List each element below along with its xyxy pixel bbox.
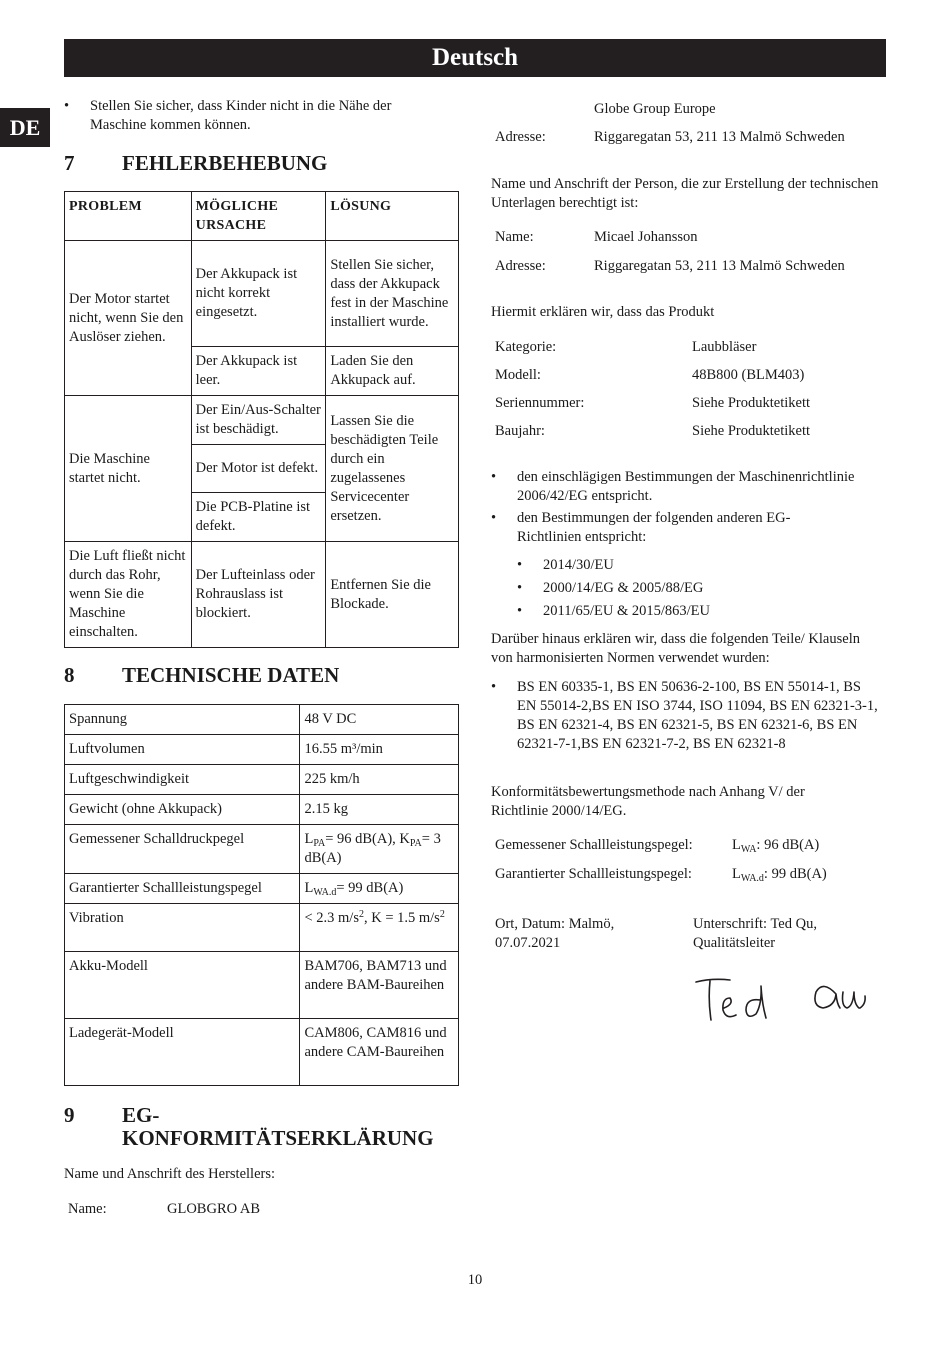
bullet-dot: • (491, 679, 497, 695)
conformity-method: Konformitätsbewertungsmethode nach Anhang V/ der Richtlinie 2000/14/EG. (491, 784, 805, 819)
spec-label: Gemessener Schalldruckpegel (65, 825, 300, 874)
manufacturer-address-row (495, 128, 885, 148)
measured-sound-row (495, 836, 885, 858)
table-row (65, 735, 459, 765)
techdoc-name-row (495, 228, 885, 248)
table-row (65, 825, 459, 874)
spec-label: Luftvolumen (65, 735, 300, 765)
norms-intro: Darüber hinaus erklären wir, dass die folgenden Teile/ Klauseln von harmonisierten Normen verwendet wurden: (491, 631, 860, 666)
table-row (65, 904, 459, 952)
language-tab: DE (0, 108, 50, 147)
bullet-dot: • (64, 98, 70, 114)
spec-value: $L_{PA}= 96$ dB(A), $K_{PA}= 3$ dB(A) (300, 825, 459, 874)
value: Siehe Produktetikett (692, 395, 810, 411)
cell-problem: Die Maschine startet nicht. (65, 396, 192, 542)
cell-cause: Der Lufteinlass oder Rohrauslass ist blockiert. (191, 542, 326, 648)
table-row (65, 795, 459, 825)
bullet-dot: • (517, 580, 523, 596)
techdoc-intro: Name und Anschrift der Person, die zur Erstellung der technischen Unterlagen berechtigt ist: (491, 176, 879, 211)
spec-label: Luftgeschwindigkeit (65, 765, 300, 795)
directive-bullet (491, 509, 886, 549)
label: Gemessener Schallleistungspegel: (495, 837, 693, 853)
section-title: TECHNISCHE DATEN (122, 663, 340, 687)
value: Riggaregatan 53, 211 13 Malmö Schweden (594, 129, 845, 145)
label: Modell: (495, 367, 541, 383)
cell-solution: Entfernen Sie die Blockade. (326, 542, 459, 648)
norms-bullet (491, 678, 886, 774)
section-number: 8 (64, 663, 75, 687)
value: $L_{WA}$: 96 dB(A) (732, 837, 820, 855)
table-row (65, 542, 459, 648)
section-title: FEHLERBEHEBUNG (122, 151, 328, 175)
table-row (65, 874, 459, 904)
spec-value: BAM706, BAM713 und andere BAM-Baureihen (300, 952, 459, 1019)
table-row (65, 705, 459, 735)
value: Laubbläser (692, 339, 757, 355)
cell-cause: Der Akkupack ist nicht korrekt eingesetzt. (191, 241, 326, 347)
spec-value: 225 km/h (300, 765, 459, 795)
spec-value: < 2.3 $m/s^2$, K = 1.5 $m/s^2$ (300, 904, 459, 952)
label: Adresse: (495, 258, 546, 274)
value: Micael Johansson (594, 229, 698, 245)
bullet-dot: • (491, 510, 497, 526)
spec-label: Spannung (65, 705, 300, 735)
sub-bullet-text: 2011/65/EU & 2015/863/EU (543, 603, 711, 619)
cell-cause: Der Motor ist defekt. (191, 445, 326, 493)
directive-bullet (491, 468, 886, 508)
table-row (65, 396, 459, 445)
cell-problem: Die Luft fließt nicht durch das Rohr, wenn Sie die Maschine einschalten. (65, 542, 192, 648)
bullet-dot: • (517, 557, 523, 573)
product-category-row (495, 338, 885, 358)
directive-bullet-text: den einschlägigen Bestimmungen der Maschinenrichtlinie 2006/42/EG entspricht. (517, 469, 855, 504)
header-solution: LÖSUNG (326, 192, 459, 241)
table-row (65, 1019, 459, 1086)
label: Name: (68, 1201, 107, 1217)
place-date: Ort, Datum: Malmö, 07.07.2021 (495, 916, 615, 951)
cell-problem: Der Motor startet nicht, wenn Sie den Auslöser ziehen. (65, 241, 192, 396)
product-model-row (495, 366, 885, 386)
bullet-dot: • (517, 603, 523, 619)
sub-bullet (517, 579, 877, 599)
signature-image (690, 968, 880, 1030)
section-title-line-2: KONFORMITÄTSERKLÄRUNG (122, 1126, 434, 1150)
safety-bullet-text: Stellen Sie sicher, dass Kinder nicht in die Nähe der Maschine kommen können. (90, 98, 392, 133)
value: GLOBGRO AB (167, 1201, 261, 1217)
techdoc-address-row (495, 257, 885, 277)
value: 48B800 (BLM403) (692, 367, 805, 383)
spec-value: CAM806, CAM816 und andere CAM-Baureihen (300, 1019, 459, 1086)
section-number: 9 (64, 1103, 75, 1127)
value: Riggaregatan 53, 211 13 Malmö Schweden (594, 258, 845, 274)
label: Name: (495, 229, 534, 245)
troubleshooting-table (64, 191, 459, 648)
table-row (65, 241, 459, 347)
sub-bullet (517, 556, 877, 576)
spec-label: Ladegerät-Modell (65, 1019, 300, 1086)
cell-solution: Stellen Sie sicher, dass der Akkupack fest in der Maschine installiert wurde. (326, 241, 459, 347)
declare-intro: Hiermit erklären wir, dass das Produkt (491, 304, 715, 320)
label: Seriennummer: (495, 395, 585, 411)
directive-bullet-text: den Bestimmungen der folgenden anderen EG-Richtlinien entspricht: (517, 510, 791, 545)
table-row (65, 952, 459, 1019)
cell-solution: Lassen Sie die beschädigten Teile durch ein zugelassenes Servicecenter ersetzen. (326, 396, 459, 542)
page-header: Deutsch (64, 39, 886, 77)
label: Baujahr: (495, 423, 545, 439)
spec-label: Garantierter Schallleistungspegel (65, 874, 300, 904)
page-number: 10 (467, 1272, 483, 1288)
cell-solution: Laden Sie den Akkupack auf. (326, 347, 459, 396)
label: Adresse: (495, 129, 546, 145)
product-year-row (495, 422, 885, 442)
section-9-heading (64, 1104, 464, 1152)
cell-cause: Die PCB-Platine ist defekt. (191, 493, 326, 542)
spec-label: Vibration (65, 904, 300, 952)
manufacturer-name-row (68, 1200, 458, 1220)
sub-bullet-text: 2000/14/EG & 2005/88/EG (543, 580, 704, 596)
label: Garantierter Schallleistungspegel: (495, 866, 692, 882)
guaranteed-sound-row (495, 865, 885, 887)
manufacturer-name-continued: Globe Group Europe (594, 101, 716, 117)
cell-cause: Der Akkupack ist leer. (191, 347, 326, 396)
bullet-dot: • (491, 469, 497, 485)
spec-label: Gewicht (ohne Akkupack) (65, 795, 300, 825)
sub-bullet (517, 602, 877, 622)
value: Siehe Produktetikett (692, 423, 810, 439)
technical-data-table (64, 704, 459, 1086)
table-header-row (65, 192, 459, 241)
sub-bullet-text: 2014/30/EU (543, 557, 614, 573)
manufacturer-intro: Name und Anschrift des Herstellers: (64, 1166, 276, 1182)
table-row (65, 765, 459, 795)
spec-label: Akku-Modell (65, 952, 300, 1019)
signature-label: Unterschrift: Ted Qu, Qualitätsleiter (693, 916, 817, 951)
header-problem: PROBLEM (65, 192, 192, 241)
product-serial-row (495, 394, 885, 414)
spec-value: 2.15 kg (300, 795, 459, 825)
header-cause: MÖGLICHE URSACHE (191, 192, 326, 241)
spec-value: 48 V DC (300, 705, 459, 735)
cell-cause: Der Ein/Aus-Schalter ist beschädigt. (191, 396, 326, 445)
section-title-line-1: EG- (122, 1103, 160, 1127)
spec-value: 16.55 m³/min (300, 735, 459, 765)
norms-text: BS EN 60335-1, BS EN 50636-2-100, BS EN 55014-1, BS EN 55014-2,BS EN ISO 3744, ISO 11094, BS EN 62321-3-1, BS EN 62321-4, BS EN 62321-5, BS EN 62321-6, BS EN 62321-7-1,BS EN 62321-7-2, BS EN 62321-8 (517, 679, 878, 752)
spec-value: $L_{WA.d}= 99$ dB(A) (300, 874, 459, 904)
label: Kategorie: (495, 339, 557, 355)
value: $L_{WA.d}$: 99 dB(A) (732, 866, 827, 884)
section-number: 7 (64, 151, 75, 175)
